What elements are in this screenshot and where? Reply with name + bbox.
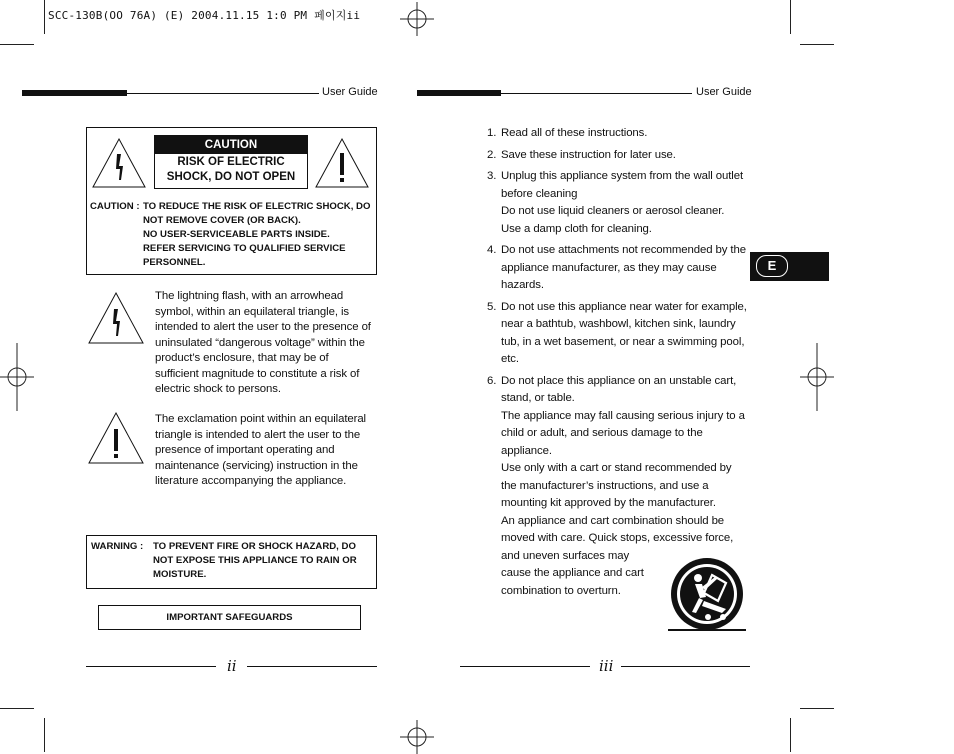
caution-label xyxy=(154,135,308,189)
warning-line: TO PREVENT FIRE OR SHOCK HAZARD, DO xyxy=(153,541,356,552)
item-text: Read all of these instructions. xyxy=(501,127,648,139)
warning-prefix: WARNING : xyxy=(91,541,144,552)
item-number: 4. xyxy=(487,244,497,256)
item-number: 3. xyxy=(487,170,497,182)
risk-line-2: SHOCK, DO NOT OPEN xyxy=(166,171,296,183)
caution-text xyxy=(143,200,375,270)
page-number-right: iii xyxy=(599,657,614,675)
list-item xyxy=(487,125,749,143)
warning-text xyxy=(153,540,373,582)
item-text: Do not place this appliance on an unstable cart, stand, or table. The appliance may fall causing serious injury to a child or adult, and serious damage to the appliance. Use only with a cart or stand recommended by the manufacturer’s instructions, and use a mounting kit approved by the manufacturer. An appliance and cart combination should be moved with care. Quick stops, excessive force, and uneven surfaces may cause the appliance and cart combination to overturn. xyxy=(501,374,745,597)
item-number: 1. xyxy=(487,127,497,139)
item-text: Do not use this appliance near water for example, near a bathtub, washbowl, kitchen sink, laundry tub, in a wet basement, or near a swimming pool, etc. xyxy=(501,300,747,365)
footer-rule xyxy=(460,666,590,667)
language-tab-letter: E xyxy=(756,255,788,277)
caution-box xyxy=(86,127,377,275)
safeguards-list xyxy=(487,125,749,604)
item-number: 5. xyxy=(487,300,497,313)
crop-mark xyxy=(790,0,791,34)
caution-line: NOT REMOVE COVER (OR BACK). xyxy=(143,215,301,226)
lightning-explanation: The lightning flash, with an arrowhead symbol, within an equilateral triangle, is intended to alert the user to the presence of uninsulated “dangerous voltage” within the product’s enclosure, that may be of sufficient magnitude to constitute a risk of electric shock to persons. xyxy=(155,290,371,395)
cart-warning-icon xyxy=(668,557,746,635)
language-tab xyxy=(750,252,829,281)
safeguards-box xyxy=(98,605,361,630)
crop-mark xyxy=(800,708,834,709)
crop-mark xyxy=(44,718,45,752)
registration-crosshair-icon xyxy=(800,343,834,411)
list-item xyxy=(487,299,749,369)
lightning-triangle-icon xyxy=(90,136,148,190)
lightning-triangle-icon xyxy=(86,290,146,346)
caution-line: NO USER-SERVICEABLE PARTS INSIDE. xyxy=(143,229,330,240)
warning-box xyxy=(86,535,377,589)
crop-mark xyxy=(44,0,45,34)
item-number: 6. xyxy=(487,374,497,387)
warning-line: MOISTURE. xyxy=(153,569,207,580)
registration-crosshair-icon xyxy=(0,343,34,411)
registration-crosshair-icon xyxy=(400,2,434,36)
footer-rule xyxy=(621,666,750,667)
item-text: Do not use attachments not recommended by the appliance manufacturer, as they may cause hazards. xyxy=(501,244,746,291)
header-rule-thin xyxy=(501,93,692,94)
caution-line: REFER SERVICING TO QUALIFIED SERVICE xyxy=(143,243,346,254)
crop-mark xyxy=(0,708,34,709)
item-text: Unplug this appliance system from the wall outlet before cleaning Do not use liquid cleaners or aerosol cleaner. Use a damp cloth for cleaning. xyxy=(501,170,744,235)
exclamation-explanation: The exclamation point within an equilateral triangle is intended to alert the user to the presence of important operating and maintenance (servicing) instruction in the literature accompanying the appliance. xyxy=(155,413,366,487)
crop-mark xyxy=(800,44,834,45)
item-text: Save these instruction for later use. xyxy=(501,148,676,161)
caution-prefix: CAUTION : xyxy=(90,201,140,212)
print-header: SCC-130B(OO 76A) (E) 2004.11.15 1:0 PM 페이지ii xyxy=(48,9,361,22)
caution-line: PERSONNEL. xyxy=(143,257,206,268)
header-rule-thick xyxy=(417,90,501,96)
warning-line: NOT EXPOSE THIS APPLIANCE TO RAIN OR xyxy=(153,555,357,566)
safeguards-title: IMPORTANT SAFEGUARDS xyxy=(166,612,293,623)
header-rule-thick xyxy=(22,90,127,96)
caution-line: TO REDUCE THE RISK OF ELECTRIC SHOCK, DO xyxy=(143,201,371,212)
running-head-right: User Guide xyxy=(696,86,752,98)
crop-mark xyxy=(0,44,34,45)
risk-line-1: RISK OF ELECTRIC xyxy=(177,156,285,168)
list-item xyxy=(487,242,749,295)
item-number: 2. xyxy=(487,148,497,161)
header-rule-thin xyxy=(127,93,319,94)
caution-title: CAUTION xyxy=(155,136,307,154)
footer-rule xyxy=(86,666,216,667)
list-item xyxy=(487,147,749,165)
footer-rule xyxy=(247,666,377,667)
exclamation-triangle-icon xyxy=(86,410,146,466)
list-item xyxy=(487,168,749,238)
exclamation-triangle-icon xyxy=(313,136,371,190)
crop-mark xyxy=(790,718,791,752)
page-number-left: ii xyxy=(227,657,237,675)
running-head-left: User Guide xyxy=(322,86,378,98)
registration-crosshair-icon xyxy=(400,720,434,754)
